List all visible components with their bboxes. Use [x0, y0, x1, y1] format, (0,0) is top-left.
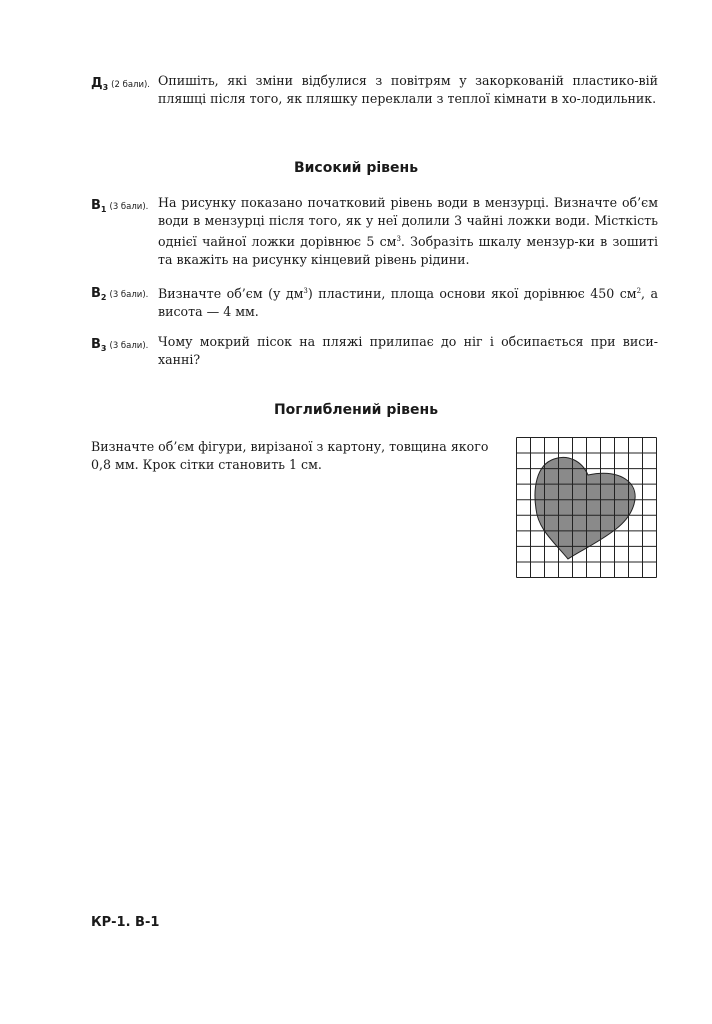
task-index: 2 [100, 293, 107, 302]
section-heading-advanced: Поглиблений рівень [273, 402, 439, 418]
task-points: (2 бали). [111, 80, 151, 90]
task-index: 1 [100, 205, 107, 214]
task-advanced-text: Визначте об’єм фігури, вирізаної з картону, товщина якого 0,8 мм. Крок сітки становить 1 см. [91, 439, 489, 472]
task-label [91, 194, 148, 213]
task-v1 [91, 194, 658, 268]
task-v3 [91, 333, 658, 371]
task-label [91, 72, 150, 91]
task-d3 [91, 72, 658, 128]
task-text: На рисунку показано початковий рівень води в мензурці. Визначте об’єм води в мензурці після того, як у неї долили 3 чайні ложки води. Місткість однієї чайної ложки дорівнює 5 $см^3$. Зобразіть шкалу мензур-ки в зошиті та вкажіть на рисунку кінцевий рівень рідини. [158, 195, 658, 268]
task-letter: В [91, 286, 101, 301]
task-index: 3 [102, 83, 109, 92]
task-points: (3 бали). [109, 202, 149, 212]
task-text: Визначте об’єм (у $дм^3$) пластини, площа основи якої дорівнює 450 $см^2$, а висота — 4 мм. [158, 286, 658, 320]
task-text: Чому мокрий пісок на пляжі прилипає до ніг і обсипається при виси-ханні? [158, 334, 658, 367]
task-text: Опишіть, які зміни відбулися з повітрям у закоркованій пластико-вій пляшці після того, як пляшку переклали з теплої кімнати в хо-лодильник. [158, 73, 658, 106]
task-letter: В [91, 198, 101, 213]
heart-shape [535, 457, 635, 559]
task-label [91, 282, 148, 301]
heart-on-grid-image [516, 437, 657, 578]
task-points: (3 бали). [109, 341, 149, 351]
task-letter: В [91, 337, 101, 352]
section-heading-high: Високий рівень [293, 160, 419, 176]
task-label [91, 333, 148, 352]
task-points: (3 бали). [109, 290, 149, 300]
task-letter: Д [91, 76, 103, 91]
task-v2 [91, 282, 658, 320]
task-index: 3 [100, 344, 107, 353]
page-footer: КР-1. В-1 [91, 915, 160, 930]
grid-figure [516, 437, 657, 582]
